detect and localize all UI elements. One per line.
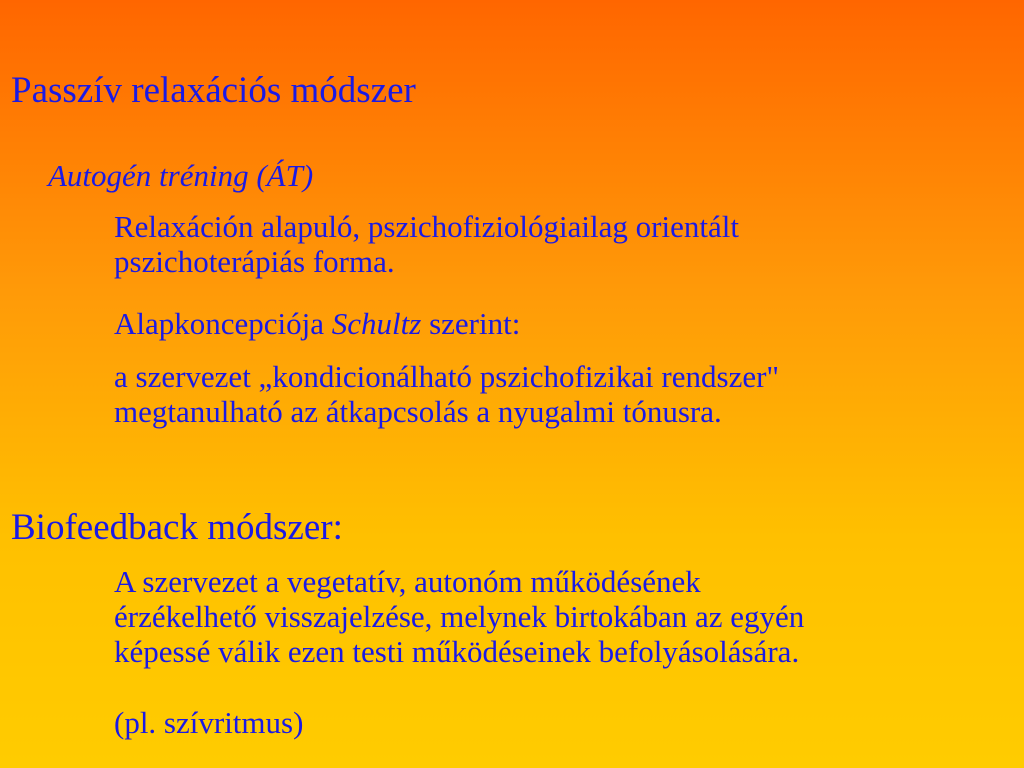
- biofeedback-description: [114, 564, 1004, 669]
- concept-prefix: Alapkoncepciója: [114, 306, 332, 341]
- concept-explanation: [114, 359, 1004, 429]
- autogenic-definition: [114, 209, 1004, 279]
- example-text: (pl. szívritmus): [114, 705, 304, 740]
- concept-author: Schultz: [331, 306, 422, 341]
- concept-text: [114, 306, 1004, 341]
- concept-explanation-line: a szervezet „kondicionálható pszichofizikai rendszer": [114, 359, 780, 394]
- description-line: érzékelhető visszajelzése, melynek birtokában az egyén: [114, 599, 805, 634]
- concept-suffix: szerint:: [421, 306, 521, 341]
- concept-line: [114, 306, 1004, 341]
- biofeedback-example: [114, 705, 1004, 740]
- subtitle-autogenic-training: Autogén tréning (ÁT): [48, 158, 314, 193]
- definition-line: Relaxáción alapuló, pszichofiziológiailag orientált: [114, 209, 739, 244]
- section-title-passive-relaxation: Passzív relaxációs módszer: [11, 70, 416, 111]
- section-title-biofeedback: Biofeedback módszer:: [11, 507, 343, 548]
- definition-line: pszichoterápiás forma.: [114, 244, 395, 279]
- description-line: képessé válik ezen testi működéseinek befolyásolására.: [114, 634, 800, 669]
- concept-explanation-line: megtanulható az átkapcsolás a nyugalmi tónusra.: [114, 394, 722, 429]
- description-line: A szervezet a vegetatív, autonóm működésének: [114, 564, 701, 599]
